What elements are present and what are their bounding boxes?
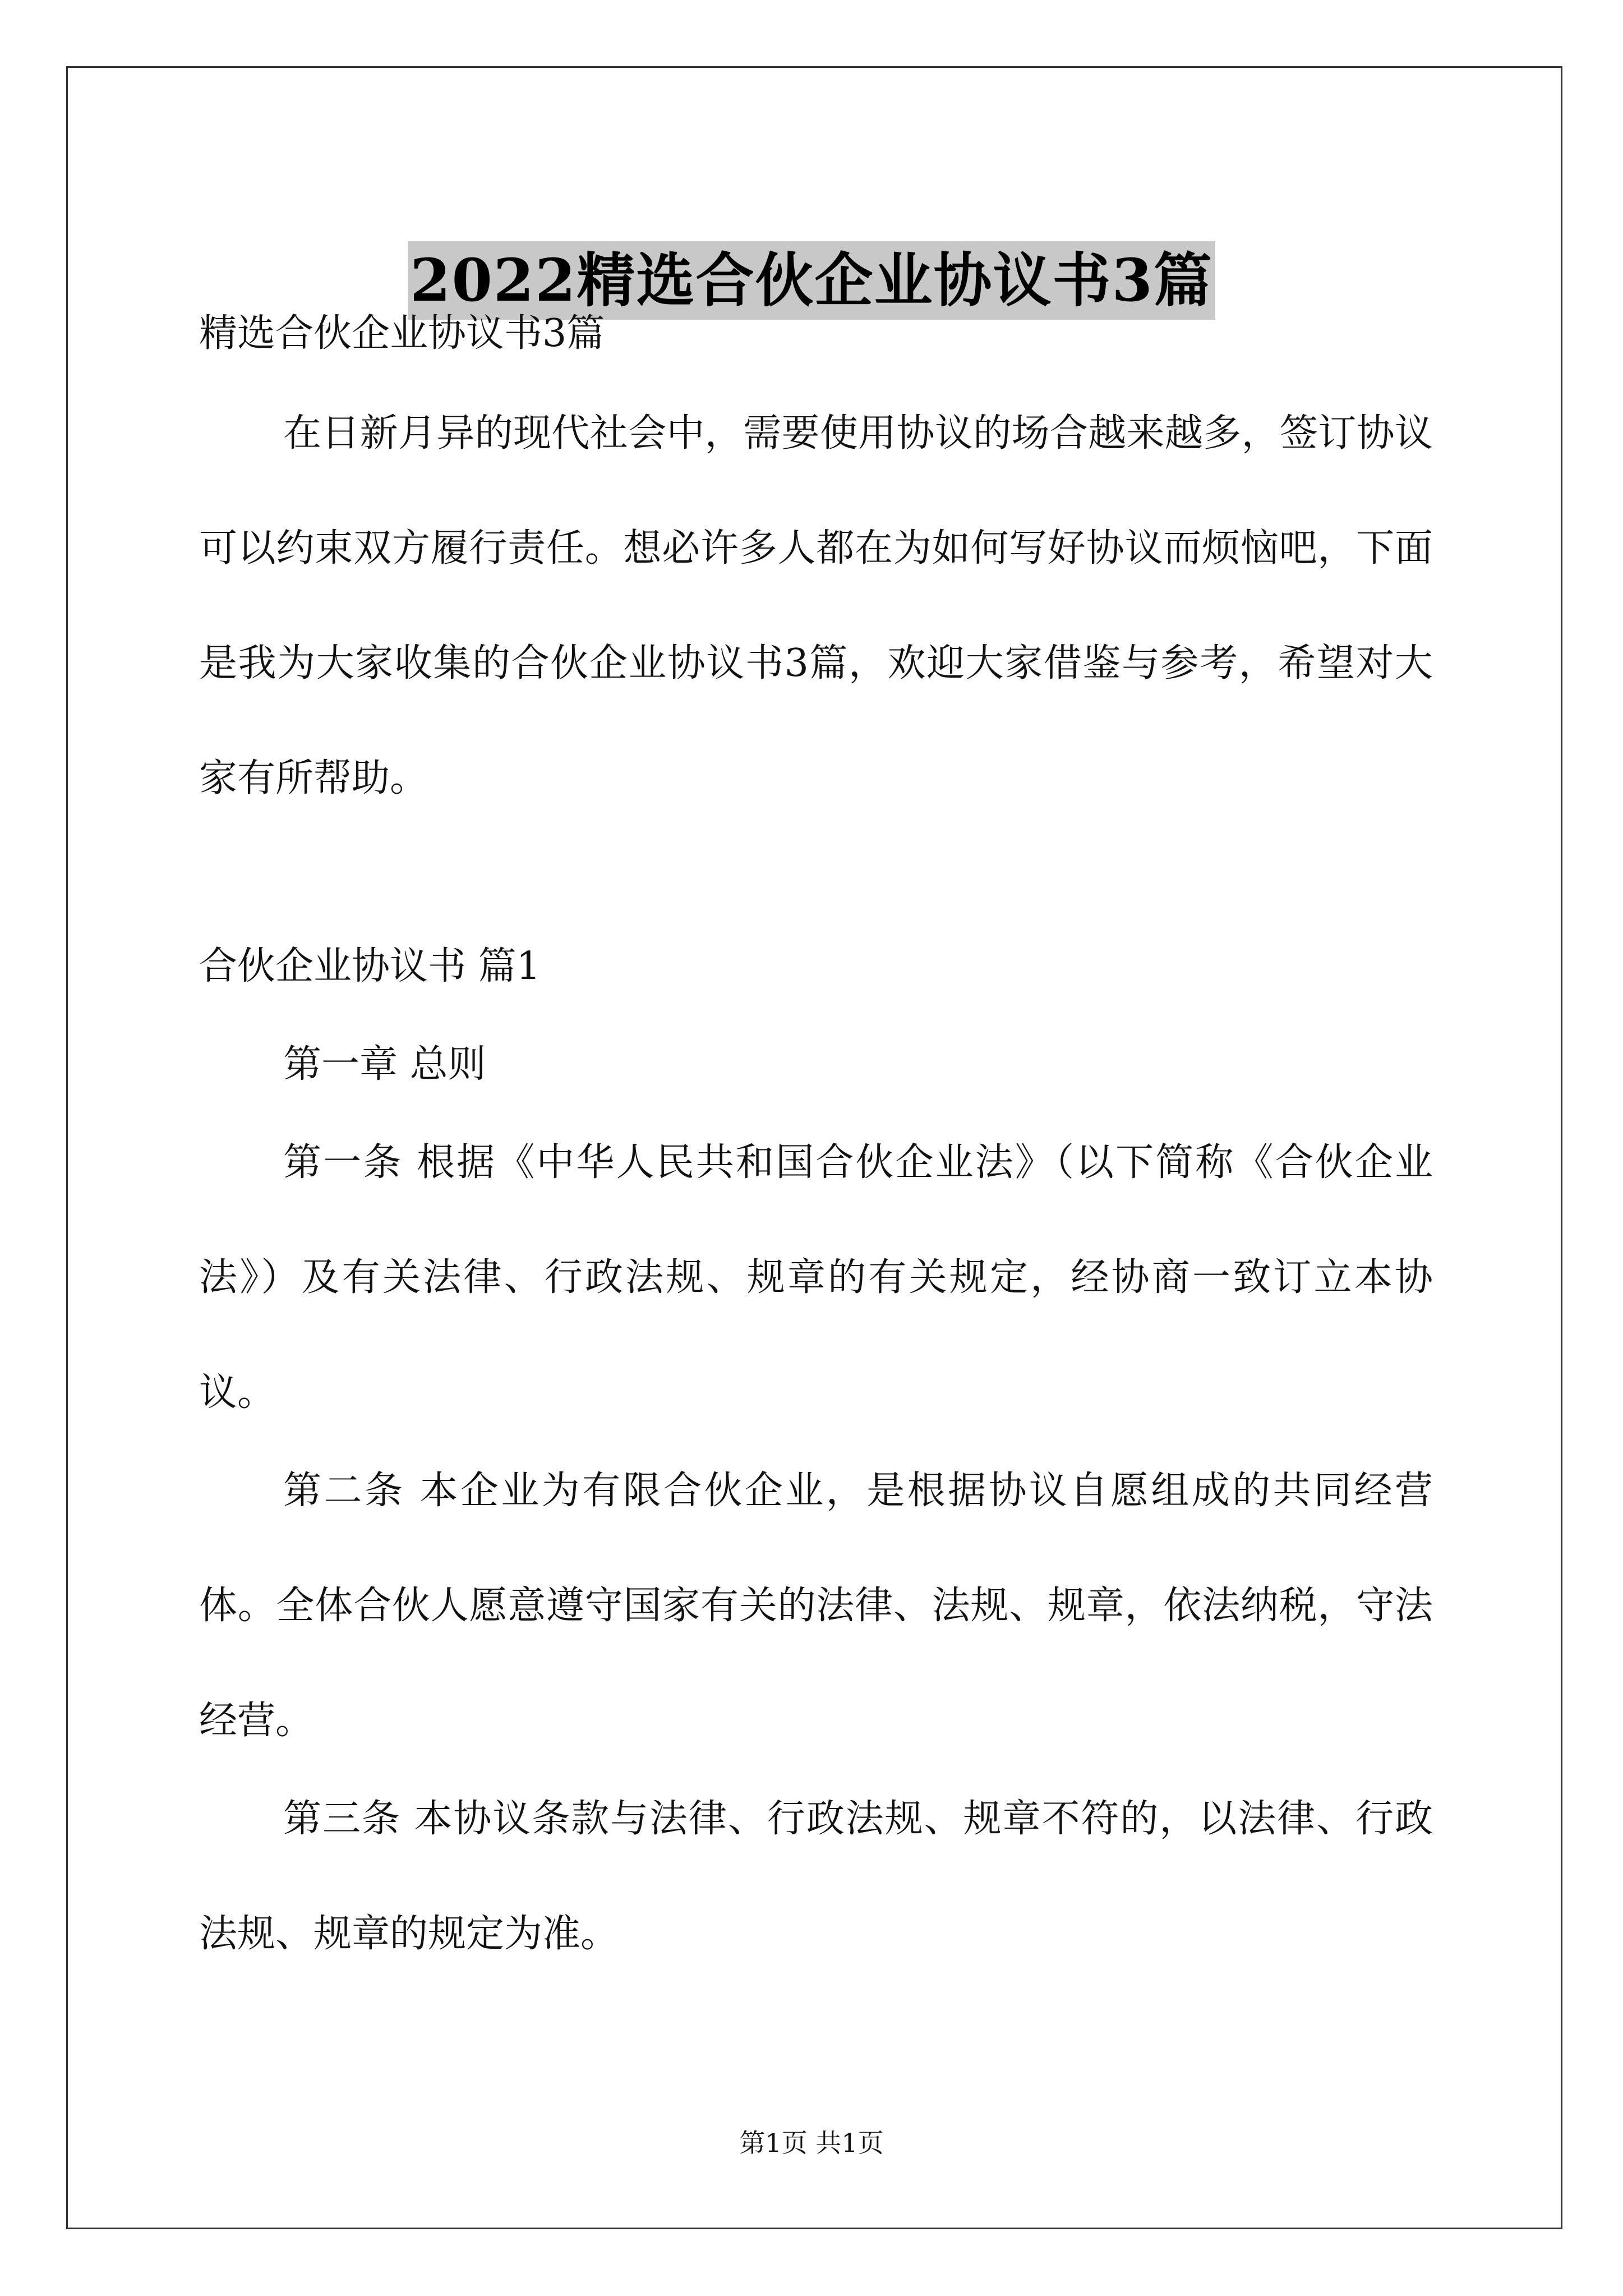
article-3: 第三条 本协议条款与法律、行政法规、规章不符的，以法律、行政法规、规章的规定为准。 (199, 1797, 1433, 1956)
article-2: 第二条 本企业为有限合伙企业，是根据协议自愿组成的共同经营体。全体合伙人愿意遵守国家有关的法律、法规、规章，依法纳税，守法经营。 (199, 1469, 1433, 1743)
chapter-heading: 第一章 总则 (283, 1042, 486, 1087)
document-body (199, 311, 1433, 1991)
article-1: 第一条 根据《中华人民共和国合伙企业法》（以下简称《合伙企业法》）及有关法律、行政法规、规章的有关规定，经协商一致订立本协议。 (199, 1140, 1433, 1415)
document-subtitle: 精选合伙企业协议书3篇 (199, 311, 605, 356)
document-title: 2022精选合伙企业协议书3篇 (408, 241, 1215, 320)
page-footer: 第1页 共1页 (739, 2128, 884, 2158)
section-heading: 合伙企业协议书 篇1 (199, 944, 541, 988)
intro-paragraph: 在日新月异的现代社会中，需要使用协议的场合越来越多，签订协议可以约束双方履行责任。想必许多人都在为如何写好协议而烦恼吧，下面是我为大家收集的合伙企业协议书3篇，欢迎大家借鉴与参考，希望对大家有所帮助。 (199, 411, 1433, 800)
